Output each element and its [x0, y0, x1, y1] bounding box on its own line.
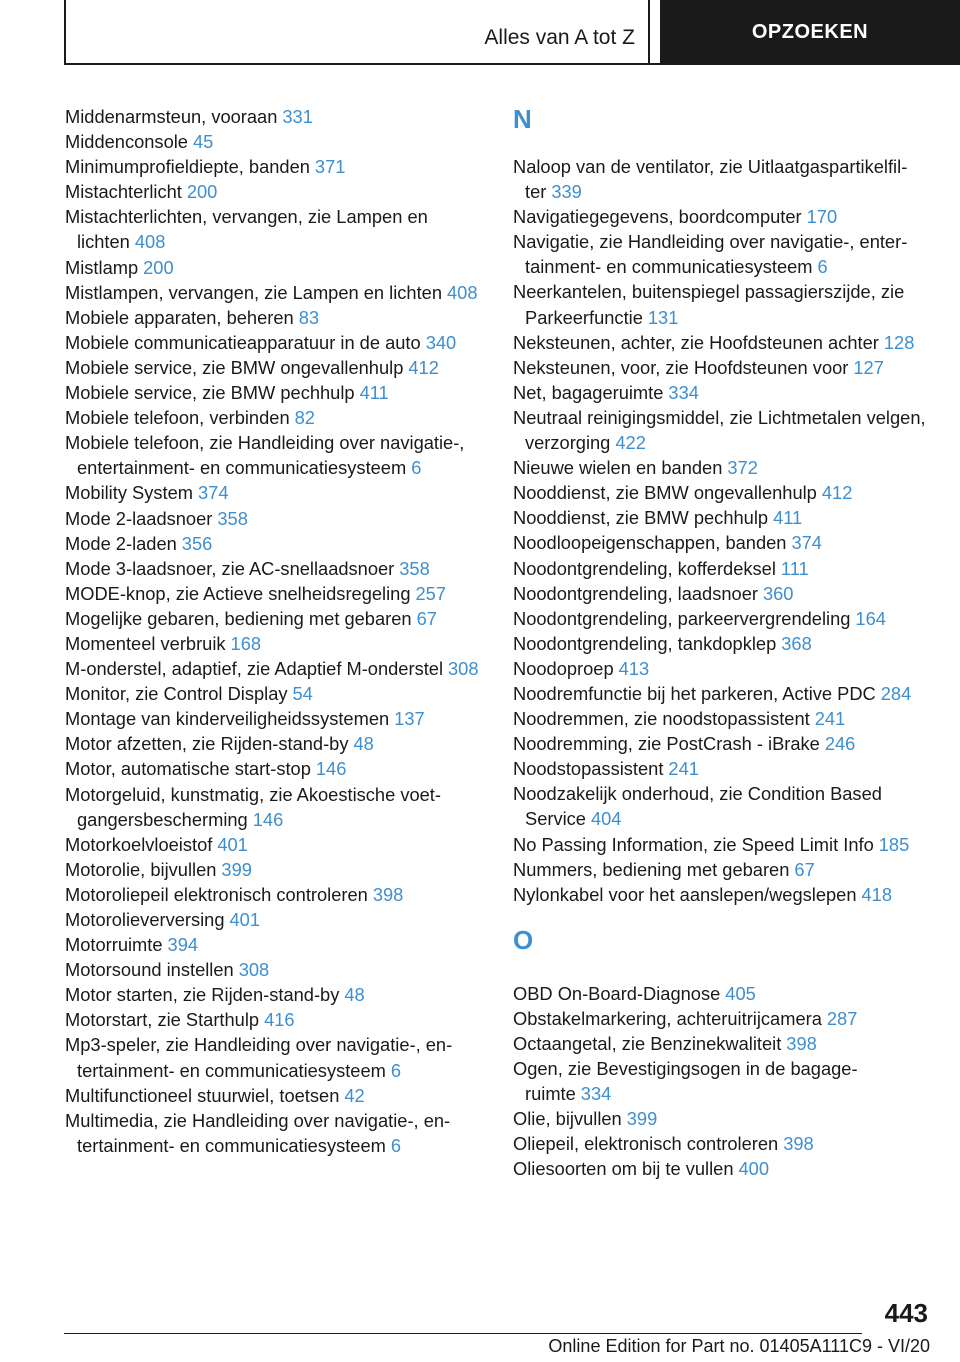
index-entry: [65, 832, 485, 857]
index-entry: [65, 982, 485, 1007]
index-entry: [65, 731, 485, 756]
page-link[interactable]: 146: [315, 758, 347, 780]
index-entry: [513, 355, 933, 380]
opzoeken-tab[interactable]: OPZOEKEN: [660, 0, 960, 65]
page-link[interactable]: 200: [186, 181, 218, 203]
page-link[interactable]: 411: [359, 382, 389, 404]
entry-text: Motor starten, zie Rijden-stand-by: [65, 984, 340, 1006]
page-link[interactable]: 399: [626, 1108, 658, 1130]
index-entry: [513, 606, 933, 631]
index-entry: [65, 681, 485, 706]
entry-text: Momenteel verbruik: [65, 632, 226, 654]
entry-text: Motorsound instellen: [65, 959, 234, 981]
index-entry: [65, 581, 485, 606]
page-link[interactable]: 356: [181, 532, 213, 554]
footer-divider: [64, 1333, 862, 1334]
index-entry: [513, 1106, 933, 1131]
page-link[interactable]: 308: [448, 658, 479, 680]
index-entry: [513, 556, 933, 581]
index-entry: [65, 506, 485, 531]
entry-text: Mobiele telefoon, zie Handleiding over navigatie-, entertainment- en communicatiesysteem: [65, 432, 465, 479]
page-link[interactable]: 82: [294, 407, 315, 429]
index-entry: [513, 204, 933, 229]
entry-text: Noodontgrendeling, laadsnoer: [513, 582, 758, 604]
page-link[interactable]: 398: [783, 1133, 814, 1155]
page-link[interactable]: 422: [615, 432, 646, 454]
page-link[interactable]: 411: [773, 507, 803, 529]
entry-text: Naloop van de ventilator, zie Uitlaatgaspartikelfilter: [513, 156, 908, 203]
entry-text: Navigatiegegevens, boordcomputer: [513, 206, 802, 228]
page-link[interactable]: 67: [794, 858, 815, 880]
index-entry: [513, 781, 933, 831]
page-link[interactable]: 412: [821, 482, 853, 504]
entry-text: Multimedia, zie Handleiding over navigatie-, entertainment- en communicatiesysteem: [65, 1109, 451, 1156]
entry-text: Motorgeluid, kunstmatig, zie Akoestische voetgangersbescherming: [65, 783, 441, 830]
footer-edition: Online Edition for Part no. 01405A111C9 - VI/20: [548, 1336, 930, 1356]
index-entry: [65, 204, 485, 254]
index-entry: [513, 1131, 933, 1156]
entry-text: No Passing Information, zie Speed Limit Info: [513, 833, 874, 855]
page-link[interactable]: 334: [580, 1083, 612, 1105]
page-link[interactable]: 360: [762, 582, 794, 604]
page-link[interactable]: 137: [394, 708, 425, 730]
page-link[interactable]: 128: [883, 331, 915, 353]
page-link[interactable]: 287: [826, 1007, 858, 1029]
index-entry: [65, 405, 485, 430]
page-link[interactable]: 111: [780, 557, 809, 579]
page-link[interactable]: 413: [618, 657, 650, 679]
entry-text: Noodremfunctie bij het parkeren, Active PDC: [513, 682, 876, 704]
page-link[interactable]: 398: [786, 1033, 817, 1054]
page-link[interactable]: 146: [252, 808, 284, 830]
page-link[interactable]: 83: [298, 306, 320, 328]
page-link[interactable]: 48: [344, 984, 365, 1006]
index-entry: [513, 1156, 933, 1181]
index-entry: [513, 981, 933, 1006]
index-entry: [65, 882, 485, 907]
index-entry: [513, 380, 933, 405]
page-link[interactable]: 257: [415, 582, 447, 604]
entry-text: Mistachterlichten, vervangen, zie Lampen en lichten: [65, 206, 428, 253]
entry-text: Mogelijke gebaren, bediening met gebaren: [65, 607, 412, 629]
index-entry: [513, 154, 933, 204]
entry-text: Nooddienst, zie BMW pechhulp: [513, 507, 769, 529]
entry-text: Noodontgrendeling, parkeervergrendeling: [513, 607, 851, 629]
entry-text: Nylonkabel voor het aanslepen/wegslepen: [513, 883, 857, 905]
header-border-bottom: [64, 63, 660, 65]
entry-text: Mistachterlicht: [65, 181, 182, 203]
entry-text: Motorolieverversing: [65, 909, 225, 930]
index-entry: [65, 857, 485, 882]
page-link[interactable]: 339: [551, 181, 582, 203]
index-entry: [513, 581, 933, 606]
index-entry: [513, 1031, 933, 1056]
index-entry: [65, 1083, 485, 1108]
index-entry: [65, 556, 485, 581]
entry-text: Olie, bijvullen: [513, 1108, 622, 1130]
entry-text: OBD On-Board-Diagnose: [513, 982, 721, 1004]
page-link[interactable]: 168: [230, 632, 262, 654]
entry-text: Noodremmen, zie noodstopassistent: [513, 708, 810, 730]
entry-text: Mp3-speler, zie Handleiding over navigatie-, entertainment- en communicatiesysteem: [65, 1034, 453, 1081]
entry-text: Motorruimte: [65, 934, 163, 956]
page-link[interactable]: 358: [399, 557, 430, 579]
index-entry: [65, 255, 485, 280]
index-entry: [513, 455, 933, 480]
page-link[interactable]: 164: [855, 607, 886, 629]
index-entry: [65, 932, 485, 957]
entry-text: Noodremming, zie PostCrash - iBrake: [513, 733, 820, 755]
page-link[interactable]: 358: [217, 507, 248, 529]
index-entry: [65, 280, 485, 305]
page-link[interactable]: 334: [668, 381, 699, 403]
entry-text: Mobiele service, zie BMW ongevallenhulp: [65, 356, 404, 378]
page-link[interactable]: 368: [781, 632, 812, 654]
page-link[interactable]: 399: [221, 858, 252, 880]
page-link[interactable]: 308: [238, 959, 270, 981]
index-entry: [513, 480, 933, 505]
index-entry: [65, 480, 485, 505]
page-link[interactable]: 416: [264, 1009, 295, 1031]
index-entry: [65, 129, 485, 154]
page-link[interactable]: 6: [411, 457, 422, 479]
index-entry: [65, 380, 485, 405]
page-link[interactable]: 241: [814, 708, 846, 730]
entry-text: Mobiele communicatieapparatuur in de auto: [65, 331, 421, 353]
entry-text: Motor, automatische start-stop: [65, 758, 311, 780]
index-entry: [513, 1056, 933, 1106]
page-link[interactable]: 398: [372, 883, 404, 905]
page-link[interactable]: 331: [282, 106, 313, 127]
entry-text: M-onderstel, adaptief, zie Adaptief M-onderstel: [65, 658, 444, 680]
entry-text: Motorstart, zie Starthulp: [65, 1009, 260, 1031]
entry-text: Noodstopassistent: [513, 758, 664, 780]
index-column-left: [65, 104, 485, 1158]
page-link[interactable]: 401: [229, 909, 261, 930]
index-entry: [65, 355, 485, 380]
page-link[interactable]: 185: [878, 833, 910, 855]
page-link[interactable]: 408: [134, 231, 166, 253]
entry-text: Motorolie, bijvullen: [65, 858, 217, 880]
page-link[interactable]: 404: [590, 808, 622, 830]
index-entry: [65, 179, 485, 204]
index-entry: [513, 330, 933, 355]
page-link[interactable]: 6: [817, 256, 828, 278]
index-entry: [65, 756, 485, 781]
index-entry: [65, 305, 485, 330]
entry-text: MODE-knop, zie Actieve snelheidsregeling: [65, 582, 411, 604]
entry-text: Oliepeil, elektronisch controleren: [513, 1133, 779, 1155]
page-link[interactable]: 400: [738, 1158, 770, 1180]
index-entry: [65, 531, 485, 556]
index-entry: [513, 832, 933, 857]
index-entry: [513, 656, 933, 681]
page-link[interactable]: 374: [791, 532, 822, 554]
entry-text: Nieuwe wielen en banden: [513, 457, 723, 479]
index-entry: [513, 229, 933, 279]
entry-text: Octaangetal, zie Benzinekwaliteit: [513, 1033, 782, 1054]
page-link[interactable]: 45: [192, 131, 214, 153]
page-link[interactable]: 405: [725, 982, 756, 1004]
index-entry: [513, 882, 933, 907]
page-link[interactable]: 200: [143, 256, 174, 278]
entry-text: Motoroliepeil elektronisch controleren: [65, 883, 368, 905]
page-link[interactable]: 394: [167, 934, 199, 956]
entry-text: Mobiele apparaten, beheren: [65, 306, 294, 328]
index-entry: [65, 782, 485, 832]
header-title: Alles van A tot Z: [484, 26, 635, 49]
index-entry: [65, 656, 485, 681]
page-link[interactable]: 284: [880, 682, 912, 704]
entry-text: Minimumprofieldiepte, banden: [65, 156, 310, 178]
page-link[interactable]: 246: [824, 733, 856, 755]
entry-text: Multifunctioneel stuurwiel, toetsen: [65, 1084, 340, 1106]
header-border-mid: [648, 0, 650, 65]
entry-text: Monitor, zie Control Display: [65, 683, 288, 705]
index-entry: [65, 957, 485, 982]
entry-text: Motor afzetten, zie Rijden-stand-by: [65, 733, 349, 755]
page-link[interactable]: 340: [425, 331, 457, 353]
section-o-entries: [513, 981, 933, 1182]
entry-text: Middenarmsteun, vooraan: [65, 106, 278, 127]
entry-text: Noodontgrendeling, kofferdeksel: [513, 557, 776, 579]
index-entry: [513, 530, 933, 555]
page-link[interactable]: 372: [727, 457, 758, 479]
entry-text: Mistlamp: [65, 256, 139, 278]
page-link[interactable]: 241: [668, 758, 699, 780]
entry-text: Net, bagageruimte: [513, 381, 664, 403]
index-entry: [65, 907, 485, 932]
entry-text: Mobiele service, zie BMW pechhulp: [65, 382, 355, 404]
entry-text: Noodontgrendeling, tankdopklep: [513, 632, 777, 654]
page-link[interactable]: 371: [314, 156, 346, 178]
page-link[interactable]: 6: [390, 1059, 402, 1081]
entry-text: Neerkantelen, buitenspiegel passagierszijde, zie Parkeerfunctie: [513, 281, 905, 328]
entry-text: Motorkoelvloeistof: [65, 833, 213, 855]
index-entry: [65, 631, 485, 656]
index-entry: [65, 154, 485, 179]
entry-text: Noodzakelijk onderhoud, zie Condition Based Service: [513, 783, 882, 830]
section-n-entries: [513, 154, 933, 907]
page-link[interactable]: 127: [853, 356, 884, 378]
page-link[interactable]: 412: [408, 356, 439, 378]
entry-text: Montage van kinderveiligheidssystemen: [65, 708, 390, 730]
index-entry: [513, 681, 933, 706]
index-entry: [65, 430, 485, 480]
page-link[interactable]: 131: [647, 306, 679, 328]
page-link[interactable]: 401: [217, 833, 248, 855]
index-entry: [65, 104, 485, 129]
entry-text: Obstakelmarkering, achteruitrijcamera: [513, 1007, 822, 1029]
entry-text: Mode 2-laadsnoer: [65, 507, 213, 529]
page-link[interactable]: 54: [292, 683, 313, 705]
index-entry: [513, 279, 933, 329]
index-entry: [65, 706, 485, 731]
page-number: 443: [884, 1298, 928, 1328]
index-entry: [513, 731, 933, 756]
entry-text: Neksteunen, achter, zie Hoofdsteunen achter: [513, 331, 879, 353]
entry-text: Noodoproep: [513, 657, 614, 679]
header-border-left: [64, 0, 66, 65]
entry-text: Mistlampen, vervangen, zie Lampen en lichten: [65, 281, 443, 303]
entry-text: Oliesoorten om bij te vullen: [513, 1158, 734, 1180]
entry-text: Neutraal reinigingsmiddel, zie Lichtmetalen velgen, verzorging: [513, 406, 926, 454]
page-link[interactable]: 6: [390, 1134, 402, 1156]
page-link[interactable]: 67: [416, 607, 437, 629]
index-entry: [513, 631, 933, 656]
index-entry: [65, 1108, 485, 1158]
index-entry: [65, 330, 485, 355]
entry-text: Neksteunen, voor, zie Hoofdsteunen voor: [513, 356, 849, 378]
entry-text: Navigatie, zie Handleiding over navigatie-, entertainment- en communicatiesysteem: [513, 231, 908, 278]
index-entry: [65, 1007, 485, 1032]
section-letter-o: O: [513, 924, 534, 955]
entry-text: Nooddienst, zie BMW ongevallenhulp: [513, 482, 817, 504]
page-link[interactable]: 374: [198, 482, 229, 504]
entry-text: Nummers, bediening met gebaren: [513, 858, 790, 880]
entry-text: Mobility System: [65, 482, 193, 504]
page-link[interactable]: 170: [806, 206, 838, 228]
page-link[interactable]: 408: [447, 281, 478, 303]
index-entry: [513, 756, 933, 781]
entry-text: Mobiele telefoon, verbinden: [65, 407, 290, 429]
page-link[interactable]: 48: [353, 733, 374, 755]
page-link[interactable]: 418: [861, 883, 893, 905]
entry-text: Mode 3-laadsnoer, zie AC-snellaadsnoer: [65, 557, 395, 579]
index-entry: [513, 1006, 933, 1031]
entry-text: Middenconsole: [65, 131, 188, 153]
index-entry: [65, 606, 485, 631]
entry-text: Mode 2-laden: [65, 532, 177, 554]
index-entry: [513, 505, 933, 530]
index-entry: [513, 405, 933, 455]
index-entry: [513, 857, 933, 882]
index-column-right: [513, 104, 933, 1182]
page-link[interactable]: 42: [344, 1084, 365, 1106]
index-entry: [65, 1032, 485, 1082]
entry-text: Noodloopeigenschappen, banden: [513, 532, 787, 554]
index-entry: [513, 706, 933, 731]
section-letter-n: N: [513, 104, 532, 134]
entry-text: Ogen, zie Bevestigingsogen in de bagageruimte: [513, 1058, 858, 1105]
